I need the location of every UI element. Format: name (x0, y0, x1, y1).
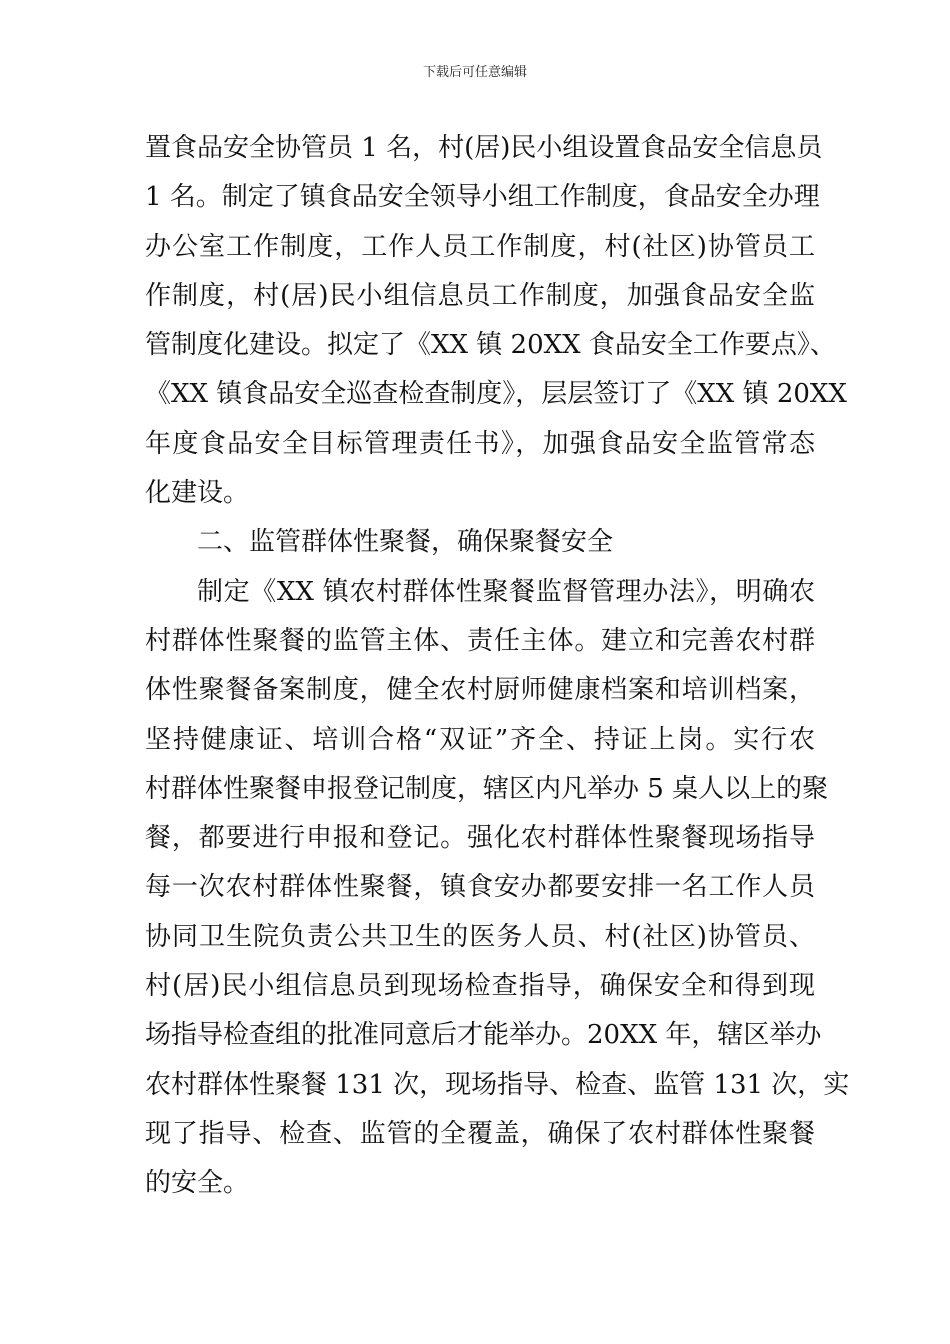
page-header: 下载后可任意编辑 (422, 65, 527, 80)
text-line: 置食品安全协管员 1 名，村(居)民小组设置食品安全信息员 (145, 133, 823, 163)
text-line: 农村群体性聚餐 131 次，现场指导、检查、监管 131 次，实 (145, 1069, 850, 1100)
text-line: 坚持健康证、培训合格“双证”齐全、持证上岗。实行农 (145, 724, 815, 755)
text-line: 年度食品安全目标管理责任书》，加强食品安全监管常态 (145, 428, 815, 459)
text-line: 《XX 镇食品安全巡查检查制度》，层层签订了《XX 镇 20XX (145, 379, 847, 410)
text-line: 协同卫生院负责公共卫生的医务人员、村(社区)协管员、 (145, 921, 815, 952)
text-line: 制定《XX 镇农村群体性聚餐监督管理办法》，明确农 (197, 576, 815, 607)
text-line: 办公室工作制度，工作人员工作制度，村(社区)协管员工 (145, 231, 815, 262)
text-line: 作制度，村(居)民小组信息员工作制度，加强食品安全监 (145, 280, 815, 311)
text-line: 现了指导、检查、监管的全覆盖，确保了农村群体性聚餐 (145, 1118, 815, 1149)
text-line: 每一次农村群体性聚餐，镇食安办都要安排一名工作人员 (145, 872, 815, 903)
text-line: 村群体性聚餐申报登记制度，辖区内凡举办 5 桌人以上的聚 (145, 773, 829, 804)
text-line: 管制度化建设。拟定了《XX 镇 20XX 食品安全工作要点》、 (145, 330, 836, 361)
text-line: 1 名。制定了镇食品安全领导小组工作制度，食品安全办理 (145, 182, 820, 213)
text-line: 村(居)民小组信息员到现场检查指导，确保安全和得到现 (145, 971, 815, 1002)
text-line: 化建设。 (145, 478, 250, 509)
section-heading: 二、监管群体性聚餐，确保聚餐安全 (197, 527, 614, 558)
text-line: 体性聚餐备案制度，健全农村厨师健康档案和培训档案， (145, 675, 815, 706)
document-body (145, 124, 850, 1209)
text-line: 场指导检查组的批准同意后才能举办。20XX 年，辖区举办 (145, 1020, 822, 1051)
text-line: 餐，都要进行申报和登记。强化农村群体性聚餐现场指导 (145, 823, 815, 854)
text-line: 的安全。 (145, 1168, 250, 1199)
text-line: 村群体性聚餐的监管主体、责任主体。建立和完善农村群 (145, 625, 815, 656)
